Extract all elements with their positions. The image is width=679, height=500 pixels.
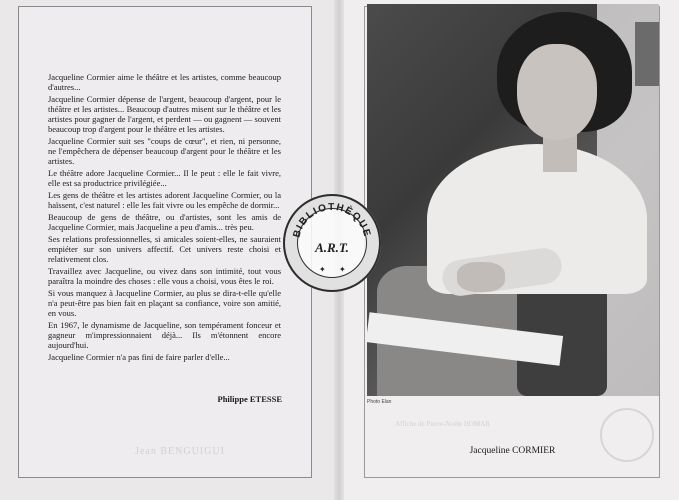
paragraph: Jacqueline Cormier n'a pas fini de faire parler d'elle... bbox=[48, 352, 230, 362]
paragraph: Beaucoup de gens de théâtre, ou d'artistes, sont les amis de Jacqueline Cormier, mais Jacqueline a peu d'amis... très peu. bbox=[48, 212, 281, 232]
caption-name: Jacqueline CORMIER bbox=[469, 446, 556, 456]
paragraph: Ses relations professionnelles, si amicales soient-elles, ne sauraient empiéter sur son univers affectif. Cet univers reste choisi et relativement clos. bbox=[48, 234, 281, 264]
photo-credit: Photo Elan bbox=[367, 399, 392, 405]
star-icon: ✦ bbox=[339, 265, 346, 274]
paragraph: Les gens de théâtre et les artistes adorent Jacqueline Cormier, ou la haïssent, c'est naturel : elle les fait vivre ou les empêche de dormir... bbox=[48, 190, 281, 210]
author-signature: Philippe ETESSE bbox=[217, 394, 282, 404]
paragraph: Jacqueline Cormier dépense de l'argent, beaucoup d'argent, pour le théâtre et les artistes... Beaucoup d'autres misent sur le théâtre et les artistes pour gagner de l'argent, et perdent — ou gagnent — souvent beaucoup trop d'argent pour le théâtre et les artistes. bbox=[48, 94, 281, 134]
show-through-text-right: Affiche de Pierre-Noële HOMAR bbox=[395, 420, 490, 428]
portrait-photo bbox=[367, 4, 659, 396]
show-through-text-left: Jean BENGUIGUI bbox=[135, 446, 225, 457]
paragraph: Le théâtre adore Jacqueline Cormier... Il le peut : elle le fait vivre, elle est sa productrice privilégiée... bbox=[48, 168, 281, 188]
star-icon: ✦ bbox=[319, 265, 326, 274]
show-through-stamp-icon bbox=[600, 408, 654, 462]
paragraph: Travaillez avec Jacqueline, ou vivez dans son intimité, tout vous paraîtra la moindre des choses : elle vous a choisi, vous êtes le roi. bbox=[48, 266, 281, 286]
paragraph: Jacqueline Cormier aime le théâtre et les artistes, comme beaucoup d'autres... bbox=[48, 72, 281, 92]
portrait-caption bbox=[445, 446, 580, 456]
library-stamp-icon bbox=[283, 194, 381, 292]
paragraph: Si vous manquez à Jacqueline Cormier, au plus se dira-t-elle qu'elle n'a peut-être pas bien fait en plaçant sa confiance, voire son amitié, en vous. bbox=[48, 288, 281, 318]
svg-text:BIBLIOTHÈQUE bbox=[291, 202, 372, 239]
article-body bbox=[48, 72, 281, 364]
stamp-center-text: A.R.T. bbox=[315, 240, 349, 255]
paragraph: En 1967, le dynamisme de Jacqueline, son tempérament fonceur et gagneur m'impressionnaient déjà... Ils m'étonnent encore aujourd'hui. bbox=[48, 320, 281, 350]
stamp-arc-text: BIBLIOTHÈQUE bbox=[291, 201, 373, 239]
paragraph: Jacqueline Cormier suit ses "coups de cœur", et rien, ni personne, ne l'empêchera de dépenser beaucoup d'argent pour le théâtre et les artistes. bbox=[48, 136, 281, 166]
